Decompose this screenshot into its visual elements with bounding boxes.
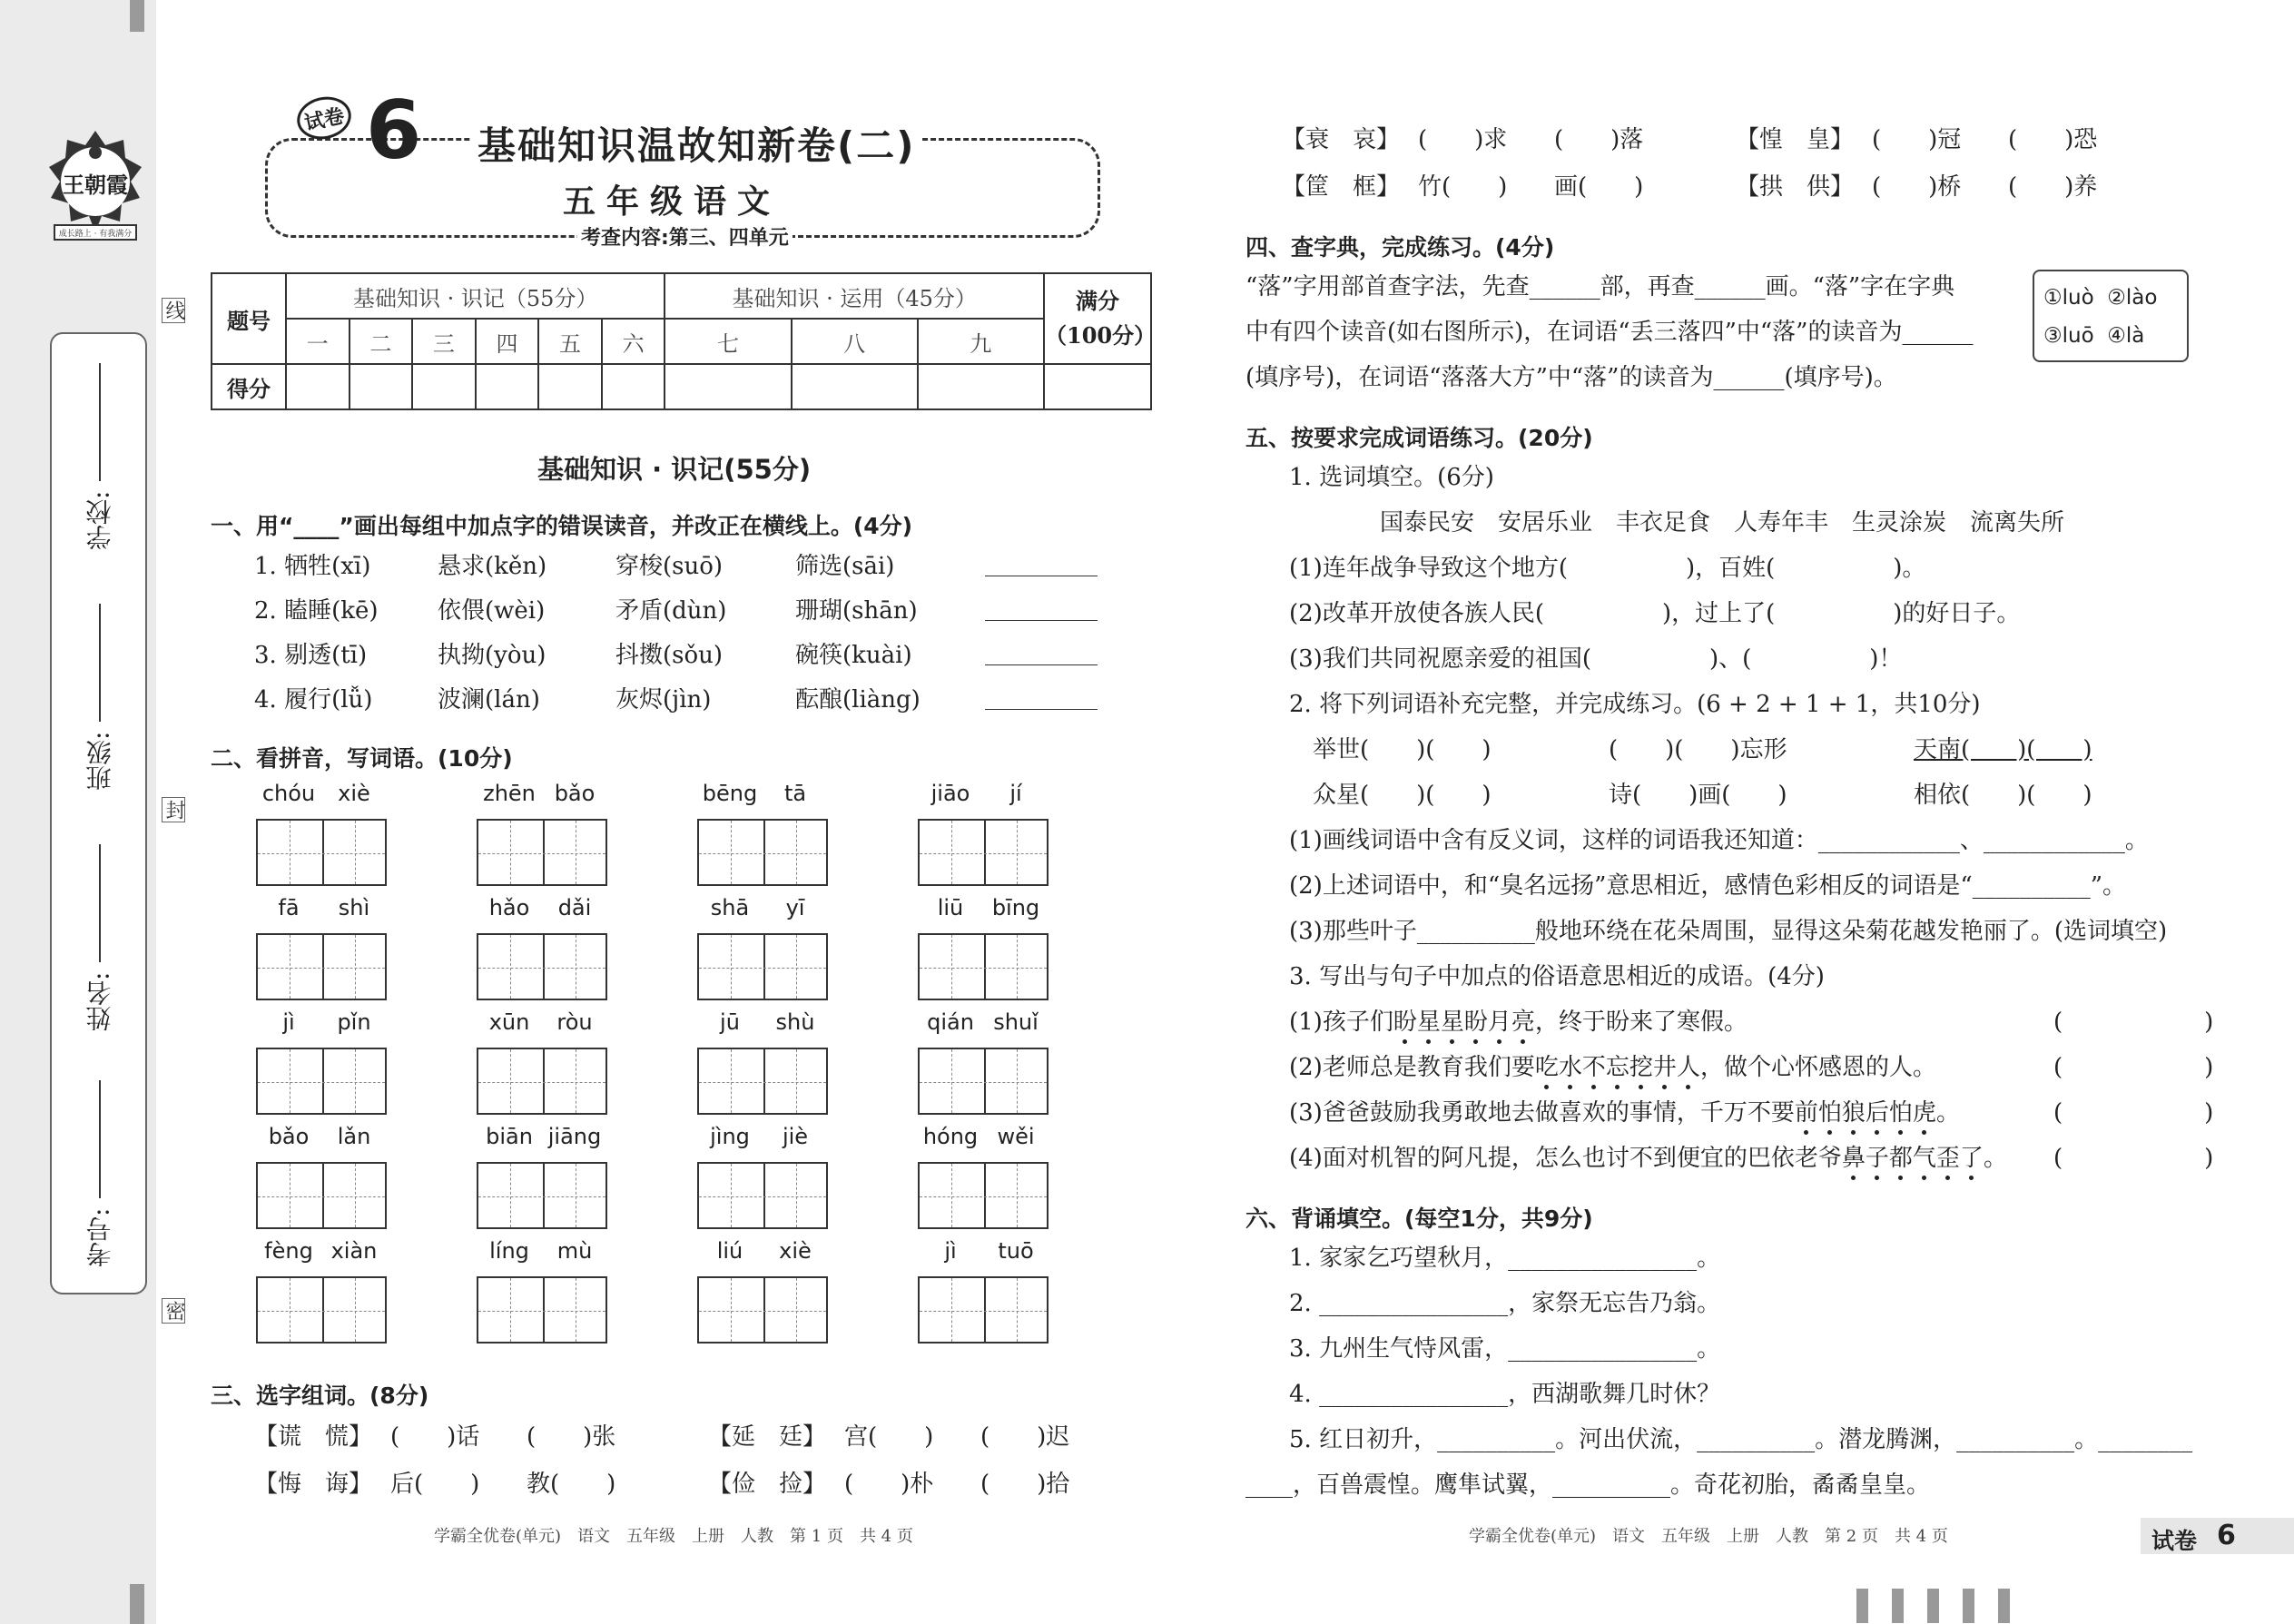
q4-line1: “落”字用部首查字法，先查______部，再查______画。“落”字在字典 [1245, 273, 1955, 300]
reading-1: ①luò [2043, 286, 2094, 310]
pinyin-syllable: bīng [991, 895, 1040, 920]
paper-badge: 试卷 [293, 92, 355, 143]
pinyin-syllable: shā [710, 895, 750, 920]
writing-grid-box[interactable] [918, 1276, 1049, 1343]
emphasized-saying: 鼻子都气歪了 [1841, 1145, 1984, 1172]
pinyin-syllable: qián [927, 1009, 974, 1035]
pinyin-syllable: jì [282, 1009, 295, 1035]
print-marks [1856, 1589, 2033, 1624]
pinyin-syllable: bǎo [268, 1124, 310, 1149]
q4-line3: (填序号)，在词语“落落大方”中“落”的读音为______(填序号)。 [1245, 364, 1897, 391]
q1-item: 4. 履行(lǚ) [254, 686, 373, 714]
q5-sub1: 1. 选词填空。(6分) [1289, 464, 1494, 491]
q1-item: 波澜(lán) [438, 686, 540, 714]
paper-tab [2141, 1518, 2294, 1554]
pinyin-syllable: pǐn [337, 1009, 371, 1035]
answer-line[interactable] [985, 664, 1098, 665]
score-col-label: 题号 [212, 273, 286, 364]
q5-p3: (3)那些叶子__________般地环绕在花朵周围，显得这朵菊花越发艳丽了。(选词填空) [1289, 918, 2168, 945]
class-field: 班级: [52, 584, 149, 811]
choose-word-item: 【俭 捡】 [708, 1471, 827, 1498]
tab-label: 试卷 [2151, 1528, 2198, 1554]
q5-word-bank: 国泰民安 安居乐业 丰衣足食 人寿年丰 生灵涂炭 流离失所 [1380, 509, 2065, 536]
pinyin-syllable: jì [944, 1238, 957, 1264]
score-table [211, 272, 1157, 410]
idiom-sentence: (1)孩子们盼星星盼月亮，终于盼来了寒假。 [1289, 1009, 1748, 1036]
score-col: 五 [538, 319, 602, 364]
student-info-box [50, 332, 147, 1294]
q6-l3: 3. 九州生气恃风雷，________________。 [1289, 1335, 1721, 1363]
score-col: 七 [665, 319, 791, 364]
q1-item: 抖擞(sǒu) [615, 642, 724, 669]
q3-title: 三、选字组词。(8分) [211, 1383, 429, 1409]
q1-item: 1. 牺牲(xī) [254, 553, 371, 580]
exam-scope: 考查内容:第三、四单元 [577, 222, 793, 251]
exam-no-field: 考号: [52, 1060, 149, 1287]
answer-line[interactable] [985, 620, 1098, 621]
pinyin-syllable: bǎo [554, 781, 596, 806]
writing-grid-box[interactable] [477, 819, 607, 886]
choose-word-item: ( )养 [2008, 173, 2098, 201]
score-cell[interactable] [602, 364, 665, 409]
q4-line2: 中有四个读音(如右图所示)，在词语“丢三落四”中“落”的读音为______ [1245, 319, 1974, 346]
pinyin-syllable: jìng [710, 1124, 750, 1149]
pinyin-syllable: jiāng [547, 1124, 602, 1149]
publisher-logo [45, 127, 145, 245]
choose-word-item: ( )求 [1418, 126, 1508, 153]
pinyin-syllable: wěi [997, 1124, 1035, 1149]
writing-grid-box[interactable] [256, 1162, 387, 1229]
q1-item: 3. 剔透(tī) [254, 642, 368, 669]
score-col: 四 [476, 319, 539, 364]
pinyin-syllable: dǎi [557, 895, 592, 920]
reading-4: ④là [2107, 324, 2145, 348]
school-field: 学校: [52, 343, 149, 570]
q6-l2: 2. ________________，家祭无忘告乃翁。 [1289, 1290, 1721, 1317]
q1-item: 2. 瞌睡(kē) [254, 597, 379, 625]
pinyin-syllable: jiāo [930, 781, 970, 806]
logo-text: 王朝霞 [63, 172, 128, 198]
pinyin-syllable: jū [720, 1009, 740, 1035]
q1-item: 灰烬(jìn) [615, 686, 712, 714]
pinyin-syllable: jí [1009, 781, 1022, 806]
writing-grid-box[interactable] [477, 1162, 607, 1229]
score-col: 一 [286, 319, 350, 364]
writing-grid-box[interactable] [918, 819, 1049, 886]
idiom-sentence: (3)爸爸鼓励我勇敢地去做喜欢的事情，千万不要前怕狼后怕虎。 [1289, 1099, 1960, 1127]
page-title: 基础知识温故知新卷(二) [472, 116, 921, 171]
writing-grid-box[interactable] [256, 819, 387, 886]
page-subtitle: 五年级语文 [563, 182, 782, 221]
writing-grid-box[interactable] [697, 1162, 828, 1229]
footer-left: 学霸全优卷(单元) 语文 五年级 上册 人教 第 1 页 共 4 页 [434, 1527, 913, 1546]
q1-title: 一、用“____”画出每组中加点字的错误读音，并改正在横线上。(4分) [211, 513, 913, 539]
q1-item: 依偎(wèi) [438, 597, 546, 625]
q1-item: 筛选(sāi) [795, 553, 895, 580]
pinyin-syllable: tā [783, 781, 807, 806]
answer-paren[interactable]: ( ) [2053, 1009, 2214, 1036]
score-col: 九 [918, 319, 1044, 364]
writing-grid-box[interactable] [697, 933, 828, 1000]
fill-word: 相依( )( ) [1914, 782, 2092, 809]
fill-word: 众星( )( ) [1313, 782, 1492, 809]
pinyin-syllable: xiè [779, 1238, 812, 1264]
pinyin-syllable: líng [489, 1238, 529, 1264]
emphasized-saying: 盼星星盼月亮 [1393, 1009, 1535, 1036]
part-title: 基础知识 · 识记(55分) [537, 454, 812, 485]
writing-grid-box[interactable] [697, 1276, 828, 1343]
score-cell[interactable] [1044, 364, 1151, 409]
fill-word: 举世( )( ) [1313, 736, 1492, 763]
score-cell[interactable] [792, 364, 918, 409]
choose-word-item: 【筐 框】 [1282, 173, 1401, 201]
writing-grid-box[interactable] [256, 1276, 387, 1343]
q1-item: 悬求(kěn) [438, 553, 547, 580]
choose-word-item: 【衰 哀】 [1282, 126, 1401, 153]
emphasized-saying: 前怕狼后怕虎 [1794, 1099, 1936, 1127]
q6-l4: 4. ________________，西湖歌舞几时休？ [1289, 1381, 1721, 1408]
choose-word-item: ( )恐 [2008, 126, 2098, 153]
q5-s1: (1)连年战争导致这个地方( )，百姓( )。 [1289, 555, 1926, 582]
q6-title: 六、背诵填空。(每空1分，共9分) [1245, 1206, 1593, 1232]
pinyin-syllable: hǎo [488, 895, 530, 920]
q6-l1: 1. 家家乞巧望秋月，________________。 [1289, 1245, 1721, 1272]
q5-p2: (2)上述词语中，和“臭名远扬”意思相近，感情色彩相反的词语是“__________”。 [1289, 872, 2126, 900]
dictionary-readings-box [2033, 270, 2189, 362]
score-col: 三 [412, 319, 476, 364]
pinyin-syllable: biān [486, 1124, 533, 1149]
writing-grid-box[interactable] [256, 1048, 387, 1115]
pinyin-syllable: shù [775, 1009, 815, 1035]
q6-l5: 5. 红日初升，__________。河出伏流，__________。潜龙腾渊，__________。________ [1289, 1426, 2193, 1453]
choose-word-item: 【拱 供】 [1736, 173, 1855, 201]
pinyin-syllable: bēng [702, 781, 758, 806]
choose-word-item: 画( ) [1554, 173, 1644, 201]
score-cell[interactable] [918, 364, 1044, 409]
score-cell[interactable] [412, 364, 476, 409]
answer-paren[interactable]: ( ) [2053, 1145, 2214, 1172]
writing-grid-box[interactable] [918, 1048, 1049, 1115]
q1-item: 执拗(yòu) [438, 642, 546, 669]
choose-word-item: 后( ) [390, 1471, 480, 1498]
footer-right: 学霸全优卷(单元) 语文 五年级 上册 人教 第 2 页 共 4 页 [1469, 1527, 1948, 1546]
seal-mark-mi: 密 [162, 1298, 185, 1324]
choose-word-item: ( )话 [390, 1423, 480, 1451]
answer-line[interactable] [985, 709, 1098, 710]
score-cell[interactable] [286, 364, 350, 409]
fill-word-underlined: 天南( )( ) [1914, 736, 2092, 763]
choose-word-item: 【惶 皇】 [1736, 126, 1855, 153]
choose-word-item: 宫( ) [844, 1423, 934, 1451]
answer-paren[interactable]: ( ) [2053, 1099, 2214, 1127]
q2-title: 二、看拼音，写词语。(10分) [211, 745, 513, 772]
margin-tick [130, 0, 144, 32]
choose-word-item: 教( ) [527, 1471, 616, 1498]
q1-item: 珊瑚(shān) [795, 597, 918, 625]
q1-item: 矛盾(dùn) [615, 597, 727, 625]
pinyin-syllable: shuǐ [993, 1009, 1039, 1035]
pinyin-syllable: liū [937, 895, 964, 920]
pinyin-syllable: ròu [556, 1009, 593, 1035]
idiom-sentence: (4)面对机智的阿凡提，怎么也讨不到便宜的巴依老爷鼻子都气歪了。 [1289, 1145, 2007, 1172]
seal-mark-feng: 封 [162, 797, 185, 822]
writing-grid-box[interactable] [477, 1048, 607, 1115]
score-cell[interactable] [476, 364, 539, 409]
tab-number: 6 [2217, 1520, 2236, 1551]
answer-paren[interactable]: ( ) [2053, 1054, 2214, 1081]
choose-word-item: ( )拾 [980, 1471, 1070, 1498]
q5-s3: (3)我们共同祝愿亲爱的祖国( )、( )！ [1289, 645, 1903, 673]
pinyin-syllable: chóu [261, 781, 316, 806]
choose-word-item: ( )张 [527, 1423, 616, 1451]
pinyin-syllable: xūn [488, 1009, 530, 1035]
choose-word-item: 【悔 诲】 [254, 1471, 373, 1498]
choose-word-item: 竹( ) [1418, 173, 1508, 201]
score-col: 六 [602, 319, 665, 364]
score-group-apply: 基础知识 · 运用（45分） [665, 273, 1044, 319]
q5-p1: (1)画线词语中含有反义词，这样的词语我还知道：____________、____________。 [1289, 827, 2149, 854]
choose-word-item: ( )桥 [1872, 173, 1962, 201]
writing-grid-box[interactable] [256, 933, 387, 1000]
choose-word-item: ( )落 [1554, 126, 1644, 153]
score-cell[interactable] [350, 364, 413, 409]
reading-3: ③luō [2043, 324, 2094, 348]
paper-number: 6 [366, 84, 422, 177]
writing-grid-box[interactable] [918, 933, 1049, 1000]
pinyin-syllable: shì [338, 895, 370, 920]
score-col: 八 [792, 319, 918, 364]
choose-word-item: 【延 廷】 [708, 1423, 827, 1451]
q1-item: 酝酿(liàng) [795, 686, 921, 714]
pinyin-syllable: lǎn [337, 1124, 371, 1149]
logo-slogan: 成长路上 · 有我满分 [58, 230, 133, 239]
seal-mark-xian: 线 [162, 298, 185, 323]
pinyin-syllable: xiè [338, 781, 370, 806]
pinyin-syllable: yī [785, 895, 805, 920]
reading-2: ②lào [2107, 286, 2158, 310]
score-col: 二 [350, 319, 413, 364]
pinyin-syllable: jiè [782, 1124, 809, 1149]
pinyin-syllable: zhēn [483, 781, 536, 806]
pinyin-syllable: fā [278, 895, 300, 920]
choose-word-item: ( )朴 [844, 1471, 934, 1498]
name-field: 姓名: [52, 824, 149, 1051]
q5-sub3: 3. 写出与句子中加点的俗语意思相近的成语。(4分) [1289, 963, 1825, 990]
writing-grid-box[interactable] [477, 933, 607, 1000]
q5-s2: (2)改革开放使各族人民( )，过上了( )的好日子。 [1289, 600, 2021, 627]
pinyin-syllable: xiàn [330, 1238, 378, 1264]
pinyin-syllable: hóng [922, 1124, 979, 1149]
writing-grid-box[interactable] [477, 1276, 607, 1343]
q1-item: 碗筷(kuài) [795, 642, 912, 669]
choose-word-item: ( )迟 [980, 1423, 1070, 1451]
pinyin-syllable: liú [716, 1238, 743, 1264]
q5-sub2: 2. 将下列词语补充完整，并完成练习。(6 + 2 + 1 + 1，共10分) [1289, 691, 1981, 718]
q1-item: 穿梭(suō) [615, 553, 724, 580]
margin-tick [130, 1584, 144, 1624]
q5-title: 五、按要求完成词语练习。(20分) [1245, 425, 1593, 451]
q6-l6: ____，百兽震惶。鹰隼试翼，__________。奇花初胎，矞矞皇皇。 [1245, 1471, 1931, 1499]
choose-word-item: 【谎 慌】 [254, 1423, 373, 1451]
fill-word: 诗( )画( ) [1609, 782, 1787, 809]
writing-grid-box[interactable] [697, 1048, 828, 1115]
idiom-sentence: (2)老师总是教育我们要吃水不忘挖井人，做个心怀感恩的人。 [1289, 1054, 1936, 1081]
emphasized-saying: 吃水不忘挖井人 [1534, 1054, 1700, 1081]
score-row-label: 得分 [212, 364, 286, 409]
pinyin-syllable: tuō [998, 1238, 1034, 1264]
q4-title: 四、查字典，完成练习。(4分) [1245, 234, 1555, 261]
score-group-recall: 基础知识 · 识记（55分） [286, 273, 665, 319]
fill-word: ( )( )忘形 [1609, 736, 1787, 763]
writing-grid-box[interactable] [918, 1162, 1049, 1229]
score-total-header: 满分 （100分） [1044, 273, 1151, 364]
score-cell[interactable] [665, 364, 791, 409]
pinyin-syllable: mù [556, 1238, 593, 1264]
pinyin-syllable: fèng [264, 1238, 313, 1264]
score-cell[interactable] [538, 364, 602, 409]
choose-word-item: ( )冠 [1872, 126, 1962, 153]
writing-grid-box[interactable] [697, 819, 828, 886]
